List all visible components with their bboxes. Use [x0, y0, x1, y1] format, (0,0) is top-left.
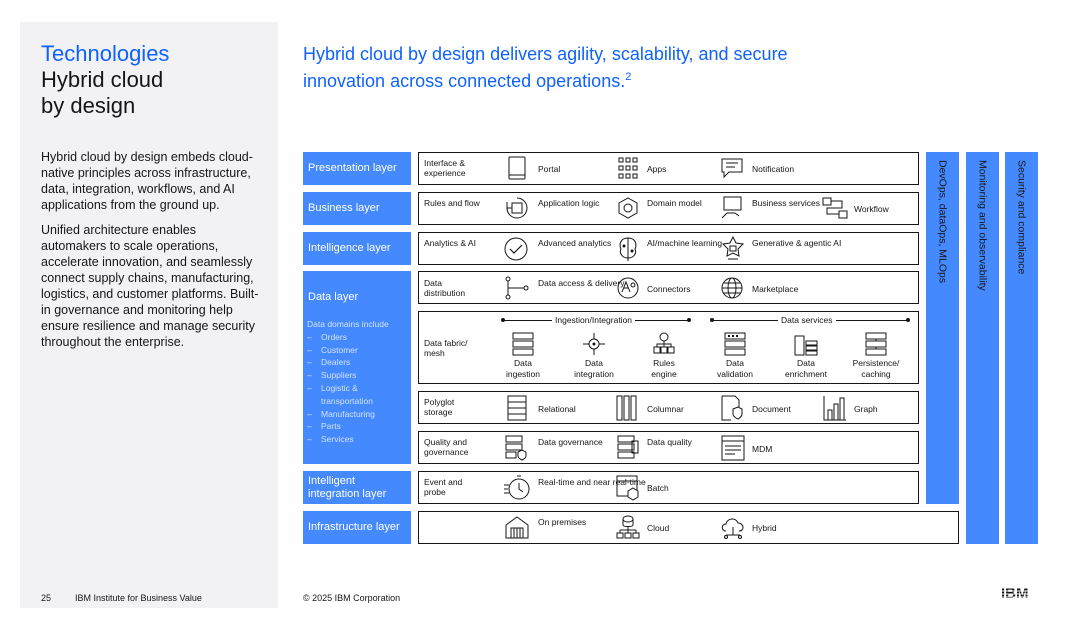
- layer-infrastructure-label: Infrastructure layer: [308, 521, 400, 533]
- publisher: IBM Institute for Business Value: [75, 593, 202, 603]
- layer-presentation: [303, 152, 411, 185]
- item-columnar: Columnar: [647, 404, 684, 414]
- data-integration-icon: [582, 332, 606, 356]
- business-services-icon: [721, 196, 743, 220]
- item-connectors: Connectors: [647, 284, 691, 294]
- vertical-bar-monitoring: [966, 152, 999, 544]
- layer-intelligence: [303, 232, 411, 265]
- data-ingestion-icon: [512, 332, 534, 356]
- layer-intelligence-label: Intelligence layer: [308, 242, 391, 254]
- item-on-premises: On premises: [538, 517, 587, 527]
- title-line-2: Hybrid cloud: [41, 67, 164, 92]
- page-title: [41, 41, 169, 119]
- item-portal: Portal: [538, 164, 561, 174]
- data-access-delivery-icon: [505, 276, 529, 300]
- row-label-rules: Rules and flow: [424, 198, 480, 208]
- row-label-quality: Quality and governance: [424, 437, 469, 457]
- item-persistence-caching: Persistence/ caching: [852, 358, 900, 379]
- layer-data-label: Data layer: [308, 291, 359, 303]
- cloud-icon: [616, 515, 640, 539]
- item-workflow: Workflow: [854, 204, 889, 214]
- item-graph: Graph: [854, 404, 878, 414]
- batch-icon: [616, 475, 640, 501]
- layer-intelligent-integration: [303, 471, 411, 504]
- generative-agentic-ai-icon: [721, 236, 745, 262]
- ibm-logo: [1001, 585, 1039, 600]
- layer-business-label: Business layer: [308, 202, 380, 214]
- data-domain-item: – Parts: [307, 420, 412, 433]
- item-apps: Apps: [647, 164, 667, 174]
- row-label-distribution: Data distribution: [424, 278, 466, 298]
- vertical-bar-security: [1005, 152, 1038, 544]
- row-interface: [418, 152, 919, 185]
- item-advanced-analytics: Advanced analytics: [538, 238, 612, 248]
- connectors-icon: [616, 276, 640, 300]
- vertical-bar-devops: [926, 152, 959, 504]
- item-rules-engine: Rules engine: [651, 358, 677, 379]
- group-label-ingestion: Ingestion/Integration: [552, 315, 635, 325]
- real-time-icon: [503, 475, 531, 501]
- row-label-event: Event and probe: [424, 477, 463, 497]
- application-logic-icon: [505, 196, 529, 220]
- row-label-analytics: Analytics & AI: [424, 238, 476, 248]
- workflow-icon: [822, 197, 848, 219]
- row-analytics: [418, 232, 919, 265]
- vertical-bar-security-label: Security and compliance: [1015, 160, 1028, 275]
- item-data-governance: Data governance: [538, 437, 603, 447]
- layer-business: [303, 192, 411, 225]
- item-data-quality: Data quality: [647, 437, 692, 447]
- notification-icon: [721, 158, 743, 178]
- mdm-icon: [721, 435, 745, 461]
- marketplace-icon: [720, 276, 744, 300]
- item-domain-model: Domain model: [647, 198, 702, 208]
- side-paragraph-1: Hybrid cloud by design embeds cloud-native principles across infrastructure, data, integration, workflows, and AI applications from the ground up.: [41, 150, 253, 212]
- item-ai-machine-learning: AI/machine learning: [647, 238, 723, 248]
- data-enrichment-icon: [794, 332, 818, 356]
- layer-infrastructure: [303, 511, 411, 544]
- side-body: [41, 149, 261, 359]
- item-cloud: Cloud: [647, 523, 670, 533]
- persistence-caching-icon: [865, 332, 887, 356]
- title-line-1: Technologies: [41, 41, 170, 66]
- data-validation-icon: [724, 332, 746, 356]
- row-quality: [418, 431, 919, 464]
- item-business-services: Business services: [752, 198, 821, 208]
- headline: [303, 43, 863, 93]
- row-infrastructure: [418, 511, 959, 544]
- item-generative-agentic-ai: Generative & agentic AI: [752, 238, 842, 248]
- portal-icon: [507, 156, 527, 180]
- headline-text: Hybrid cloud by design delivers agility, scalability, and secure innovation across connected operations.: [303, 44, 788, 91]
- data-domain-item: – Suppliers: [307, 369, 412, 382]
- relational-icon: [507, 395, 527, 421]
- footnote-marker: 2: [625, 71, 632, 83]
- data-domains-list: [307, 331, 412, 446]
- ibm-logo-text: IBM: [1001, 585, 1029, 600]
- on-premises-icon: [505, 515, 529, 539]
- group-label-services: Data services: [778, 315, 836, 325]
- item-data-validation: Data validation: [717, 358, 753, 379]
- item-data-ingestion: Data ingestion: [505, 358, 541, 379]
- page-number: 25: [41, 593, 52, 603]
- domain-model-icon: [617, 197, 639, 219]
- ai-machine-learning-icon: [617, 236, 639, 262]
- data-quality-icon: [617, 435, 639, 461]
- group-bracket-dot: [906, 318, 910, 322]
- data-domains-intro: Data domains include: [307, 319, 389, 329]
- row-label-interface: Interface & experience: [424, 158, 466, 178]
- data-domain-item: – Services: [307, 433, 412, 446]
- data-domain-item: – Dealers: [307, 356, 412, 369]
- item-data-integration: Data integration: [574, 358, 614, 379]
- advanced-analytics-icon: [503, 236, 529, 262]
- item-real-time: Real-time and near real-time: [538, 477, 646, 487]
- layer-presentation-label: Presentation layer: [308, 162, 397, 174]
- vertical-bar-monitoring-label: Monitoring and observability: [976, 160, 989, 291]
- vertical-bar-devops-label: DevOps, dataOps, MLOps: [936, 160, 949, 284]
- graph-icon: [823, 395, 847, 421]
- side-paragraph-2: Unified architecture enables automakers to scale operations, accelerate innovation, and seamlessly connect supply chains, manufacturing, logistics, and customer platforms. Built-in governance and monitoring help ensure resilience and manage security throughout the enterprise.: [41, 223, 259, 349]
- title-line-3: by design: [41, 93, 136, 118]
- data-domains: [307, 318, 412, 446]
- item-document: Document: [752, 404, 791, 414]
- item-batch: Batch: [647, 483, 669, 493]
- item-application-logic: Application logic: [538, 198, 600, 208]
- item-relational: Relational: [538, 404, 576, 414]
- copyright: © 2025 IBM Corporation: [303, 593, 401, 603]
- item-marketplace: Marketplace: [752, 284, 799, 294]
- group-bracket-dot: [687, 318, 691, 322]
- apps-icon: [618, 157, 638, 179]
- columnar-icon: [616, 395, 638, 421]
- data-domain-item: – Logistic & transportation: [307, 382, 412, 408]
- data-governance-icon: [505, 435, 527, 461]
- data-domain-item: – Orders: [307, 331, 412, 344]
- item-data-access-delivery: Data access & delivery: [538, 278, 625, 288]
- data-domain-item: – Customer: [307, 344, 412, 357]
- data-domain-item: – Manufacturing: [307, 408, 412, 421]
- rules-engine-icon: [653, 332, 675, 356]
- layer-intelligent-integration-label: Intelligent integration layer: [308, 474, 387, 500]
- item-data-enrichment: Data enrichment: [784, 358, 828, 379]
- item-mdm: MDM: [752, 444, 773, 454]
- hybrid-icon: [720, 515, 746, 539]
- document-icon: [721, 395, 743, 421]
- item-hybrid: Hybrid: [752, 523, 777, 533]
- row-label-polyglot: Polyglot storage: [424, 397, 455, 417]
- row-label-fabric: Data fabric/ mesh: [424, 338, 468, 358]
- item-notification: Notification: [752, 164, 795, 174]
